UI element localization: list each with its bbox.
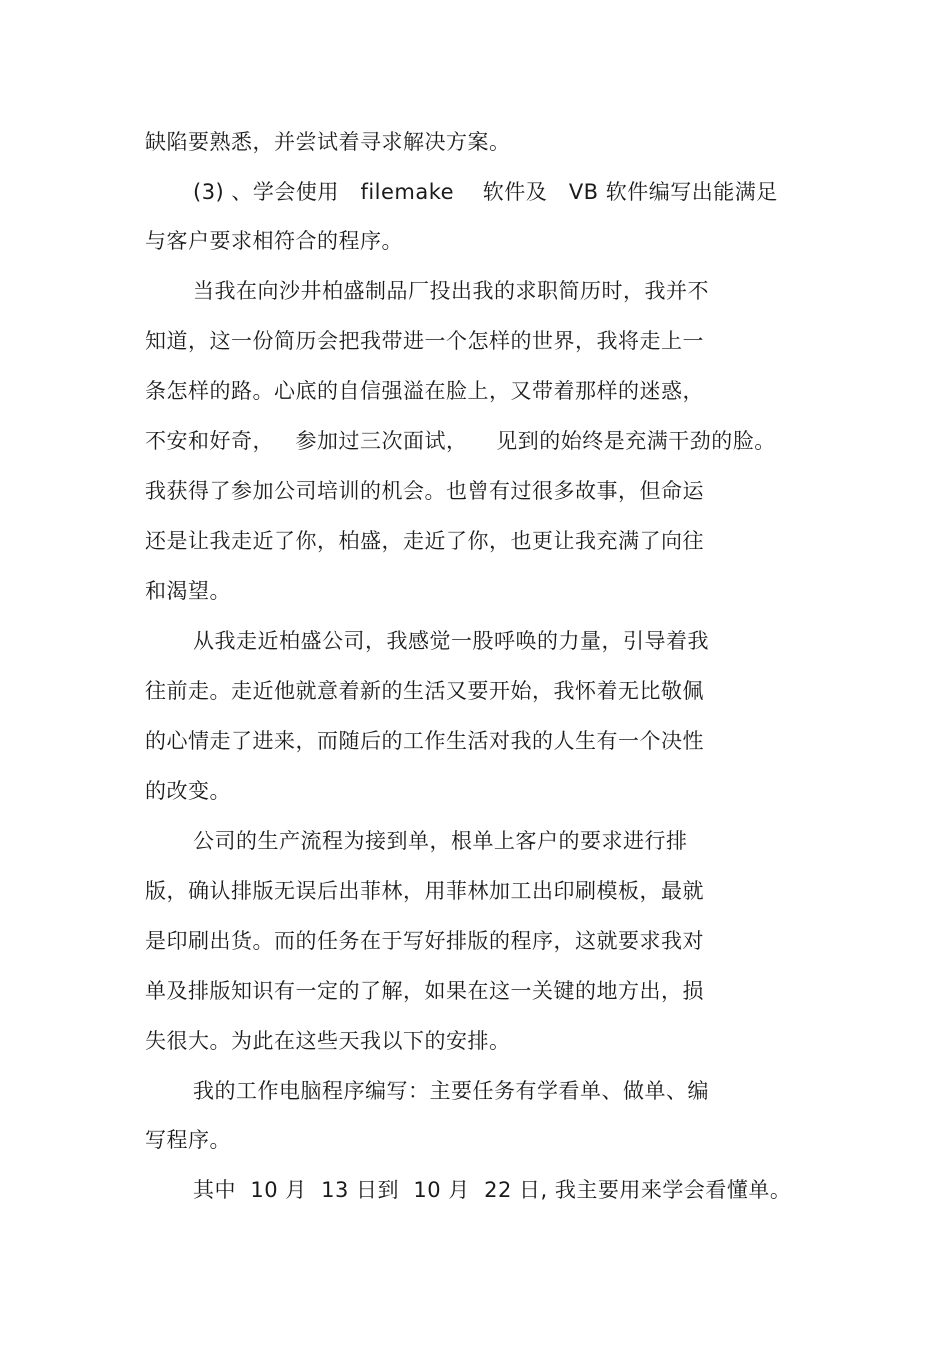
- text-line: 我获得了参加公司培训的机会。也曾有过很多故事，但命运: [145, 479, 704, 503]
- text-line: 知道，这一份简历会把我带进一个怎样的世界，我将走上一: [145, 329, 704, 353]
- text-line: 的改变。: [145, 779, 231, 803]
- text-line: 单及排版知识有一定的了解，如果在这一关键的地方出，损: [145, 979, 704, 1003]
- text-line: 当我在向沙井柏盛制品厂投出我的求职简历时，我并不: [193, 279, 709, 303]
- text-line: 的心情走了进来，而随后的工作生活对我的人生有一个决性: [145, 729, 704, 753]
- text-line: 公司的生产流程为接到单，根单上客户的要求进行排: [193, 829, 688, 853]
- text-line: 条怎样的路。心底的自信强溢在脸上，又带着那样的迷惑，: [145, 379, 704, 403]
- text-line: 失很大。为此在这些天我以下的安排。: [145, 1029, 511, 1053]
- text-line: 缺陷要熟悉，并尝试着寻求解决方案。: [145, 130, 511, 154]
- text-line: 与客户要求相符合的程序。: [145, 229, 403, 253]
- text-line: 是印刷出货。而的任务在于写好排版的程序，这就要求我对: [145, 929, 704, 953]
- text-line: 还是让我走近了你，柏盛，走近了你，也更让我充满了向往: [145, 529, 704, 553]
- text-line: 从我走近柏盛公司，我感觉一股呼唤的力量，引导着我: [193, 629, 709, 653]
- text-line: 往前走。走近他就意着新的生活又要开始，我怀着无比敬佩: [145, 679, 704, 703]
- text-line: 我的工作电脑程序编写：主要任务有学看单、做单、编: [193, 1079, 709, 1103]
- text-line: 写程序。: [145, 1128, 231, 1152]
- text-line: 其中 10 月 13 日到 10 月 22 日, 我主要用来学会看懂单。: [193, 1178, 792, 1202]
- text-line: (3) 、学会使用 filemake 软件及 VB 软件编写出能满足: [193, 180, 778, 204]
- text-line: 版，确认排版无误后出菲林，用菲林加工出印刷模板，最就: [145, 879, 704, 903]
- text-line: 和渴望。: [145, 579, 231, 603]
- text-line: 不安和好奇， 参加过三次面试， 见到的始终是充满干劲的脸。: [145, 429, 776, 453]
